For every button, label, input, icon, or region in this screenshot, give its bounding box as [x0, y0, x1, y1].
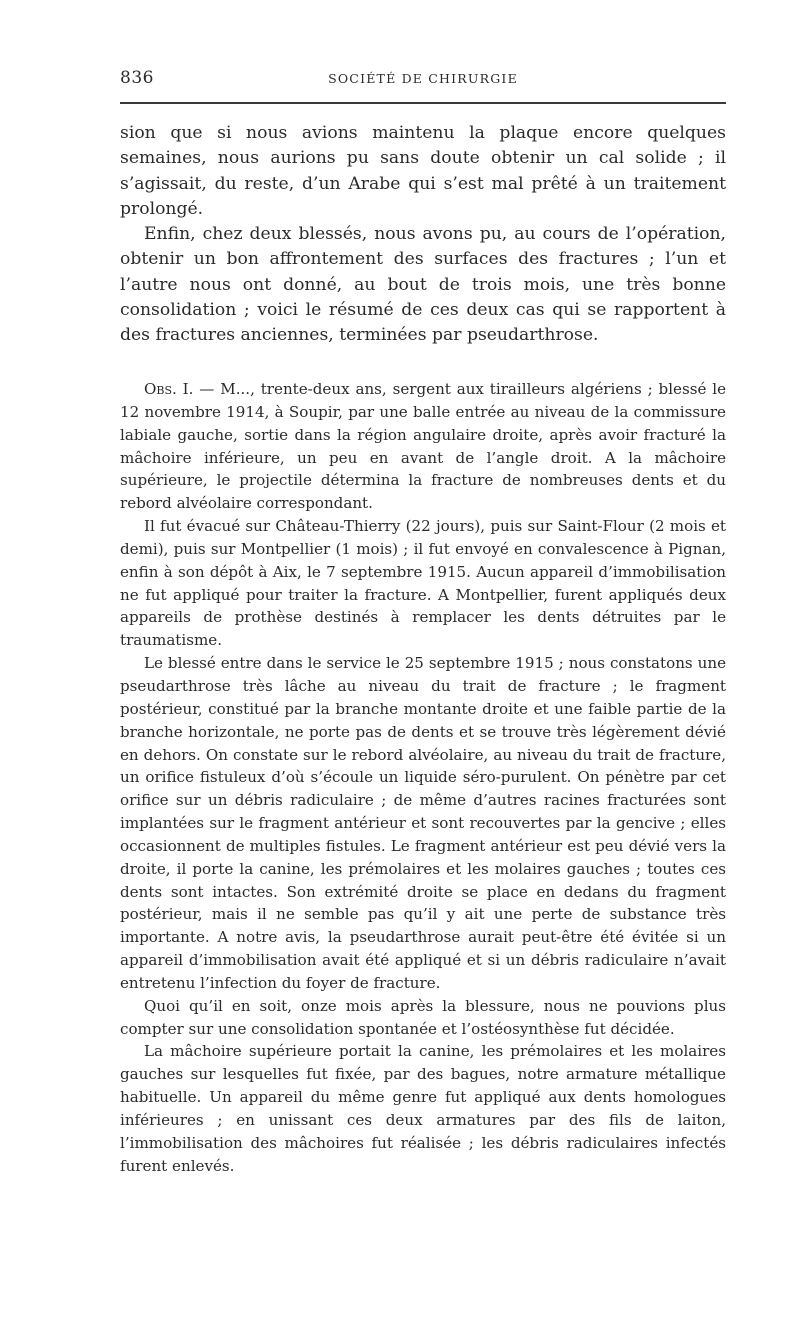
- observation-paragraph: [120, 378, 726, 515]
- observation-first-text: — M..., trente-deux ans, sergent aux tirailleurs algériens ; blessé le 12 novembre 1914, à Soupir, par une balle entrée au niveau de la commissure labiale gauche, sortie dans la région angulaire droite, après avoir fracturé la mâchoire inférieure, un peu en avant de l’angle droit. A la mâchoire supérieure, le projectile détermina la fracture de nombreuses dents et du rebord alvéolaire correspondant.: [120, 380, 726, 513]
- page-number: 836: [120, 68, 154, 88]
- observation-paragraph: Le blessé entre dans le service le 25 septembre 1915 ; nous constatons une pseudarthrose très lâche au niveau du trait de fracture ; le fragment postérieur, constitué par la branche montante droite et une faible partie de la branche horizontale, ne porte pas de dents et se trouve très légèrement dévié en dehors. On constate sur le rebord alvéolaire, au niveau du trait de fracture, un orifice fistuleux d’où s’écoule un liquide séro-purulent. On pénètre par cet orifice sur un débris radiculaire ; de même d’autres racines fracturées sont implantées sur le fragment antérieur et sont recouvertes par la gencive ; elles occasionnent de multiples fistules. Le fragment antérieur est peu dévié vers la droite, il porte la canine, les prémolaires et les molaires gauches ; toutes ces dents sont intactes. Son extrémité droite se place en dedans du fragment postérieur, mais il ne semble pas qu’il y ait une perte de substance très importante. A notre avis, la pseudarthrose aurait peut-être été évitée si un appareil d’immobilisation avait été appliqué et si un débris radiculaire n’avait entretenu l’infection du foyer de fracture.: [120, 654, 726, 992]
- header-divider: [120, 102, 726, 104]
- paragraph: Enfin, chez deux blessés, nous avons pu, au cours de l’opération, obtenir un bon affrontement des surfaces des fractures ; l’un et l’autre nous ont donné, au bout de trois mois, une très bonne consolidation ; voici le résumé de ces deux cas qui se rapportent à des fractures anciennes, terminées par pseudarthrose.: [120, 224, 726, 346]
- observation-paragraph: Il fut évacué sur Château-Thierry (22 jours), puis sur Saint-Flour (2 mois et demi), puis sur Montpellier (1 mois) ; il fut envoyé en convalescence à Pignan, enfin à son dépôt à Aix, le 7 septembre 1915. Aucun appareil d’immobilisation ne fut appliqué pour traiter la fracture. A Montpellier, furent appliqués deux appareils de prothèse destinés à remplacer les dents détruites par le traumatisme.: [120, 517, 726, 650]
- running-title: SOCIÉTÉ DE CHIRURGIE: [328, 71, 518, 86]
- page-header: [120, 68, 726, 90]
- observation-paragraph: Quoi qu’il en soit, onze mois après la blessure, nous ne pouvions plus compter sur une consolidation spontanée et l’ostéosynthèse fut décidée.: [120, 996, 726, 1038]
- main-text: [120, 121, 726, 349]
- observation-section: [120, 378, 726, 1178]
- observation-label: Obs. I.: [144, 380, 194, 398]
- paragraph: sion que si nous avions maintenu la plaque encore quelques semaines, nous aurions pu sans doute obtenir un cal solide ; il s’agissait, du reste, d’un Arabe qui s’est mal prêté à un traitement prolongé.: [120, 123, 726, 219]
- observation-paragraph: La mâchoire supérieure portait la canine, les prémolaires et les molaires gauches sur lesquelles fut fixée, par des bagues, notre armature métallique habituelle. Un appareil du même genre fut appliqué aux dents homologues inférieures ; en unissant ces deux armatures par des fils de laiton, l’immobilisation des mâchoires fut réalisée ; les débris radiculaires infectés furent enlevés.: [120, 1042, 726, 1175]
